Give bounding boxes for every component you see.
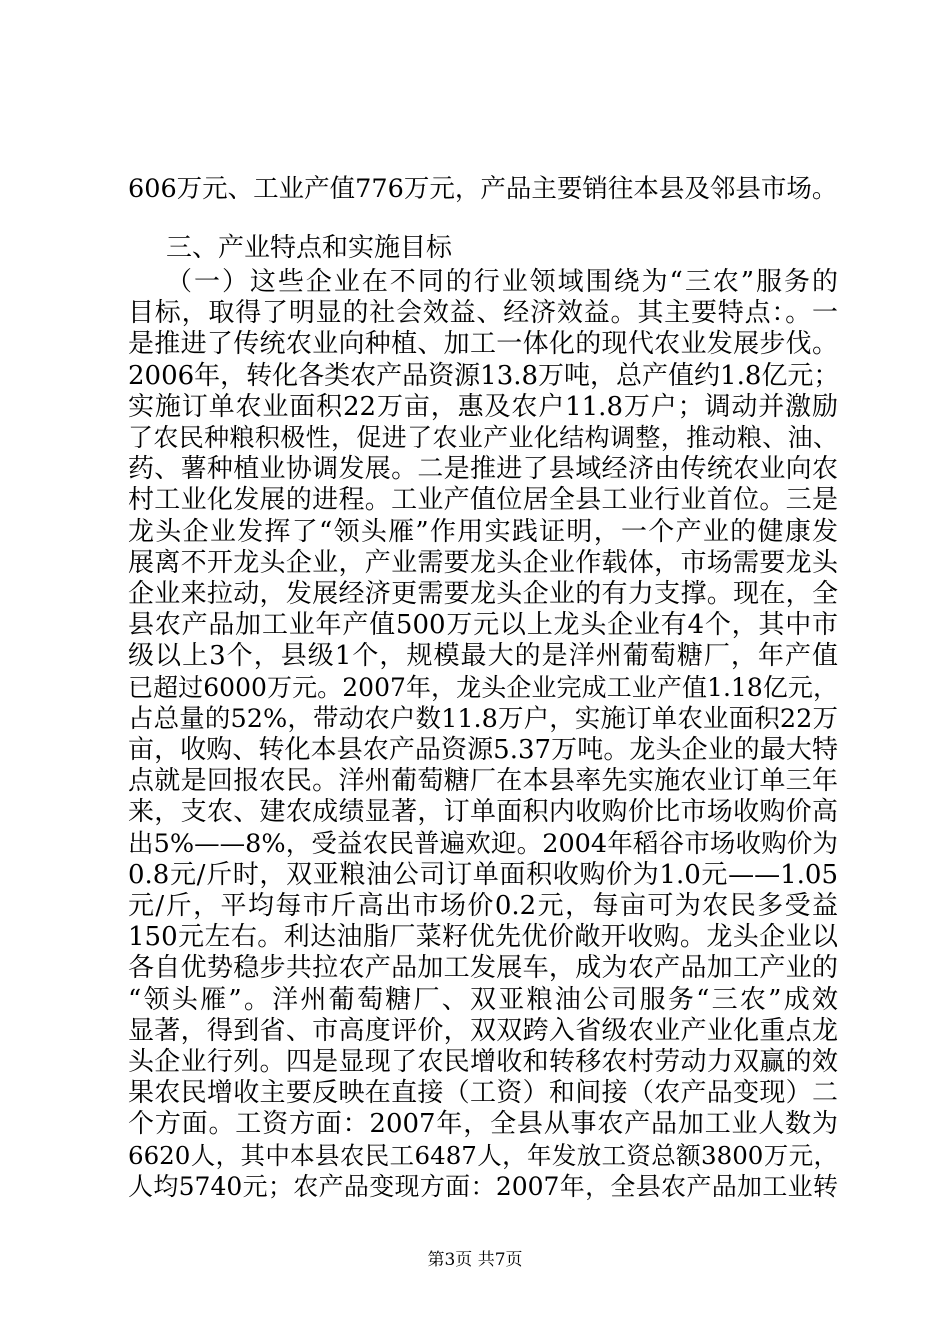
text-line: 人均5740元；农产品变现方面：2007年，全县农产品加工业转 [128,1171,838,1201]
text-line: 药、薯种植业协调发展。二是推进了县域经济由传统农业向农 [128,454,838,485]
page-footer: 第3页 共7页 [427,1250,523,1270]
text-line: 出5%——8%，受益农民普遍欢迎。2004年稻谷市场收购价为 [128,828,838,859]
text-line: 企业来拉动，发展经济更需要龙头企业的有力支撑。现在，全 [128,579,838,609]
text-line: 来，支农、建农成绩显著，订单面积内收购价比市场收购价高 [128,797,838,828]
text-line: 目标，取得了明显的社会效益、经济效益。其主要特点：。一 [128,298,838,329]
text-line: 亩，收购、转化本县农产品资源5.37万吨。龙头企业的最大特 [128,735,838,765]
text-line: 龙头企业发挥了“领头雁”作用实践证明，一个产业的健康发 [128,516,838,547]
text-line: “领头雁”。洋州葡萄糖厂、双亚粮油公司服务“三农”成效 [128,984,838,1015]
text-line: 头企业行列。四是显现了农民增收和转移农村劳动力双赢的效 [128,1047,838,1077]
text-line: 2006年，转化各类农产品资源13.8万吨，总产值约1.8亿元； [128,360,840,391]
text-line: 已超过6000万元。2007年，龙头企业完成工业产值1.18亿元， [128,672,838,702]
text-line: 606万元、工业产值776万元，产品主要销往本县及邻县市场。 [128,174,838,204]
text-line: 果农民增收主要反映在直接（工资）和间接（农产品变现）二 [128,1078,838,1109]
text-line: 显著，得到省、市高度评价，双双跨入省级农业产业化重点龙 [128,1015,838,1046]
text-line: 是推进了传统农业向种植、加工一体化的现代农业发展步伐。 [128,329,838,360]
text-line: 了农民种粮积极性，促进了农业产业化结构调整，推动粮、油、 [128,423,838,452]
text-line: 个方面。工资方面：2007年，全县从事农产品加工业人数为 [128,1109,838,1140]
text-line: 150元左右。利达油脂厂菜籽优先优价敞开收购。龙头企业以 [128,922,838,953]
text-line: 0.8元/斤时，双亚粮油公司订单面积收购价为1.0元——1.05 [128,859,838,890]
section-heading: 三、产业特点和实施目标 [166,233,453,263]
text-line: 级以上3个，县级1个，规模最大的是洋州葡萄糖厂，年产值 [128,641,838,672]
paragraph-first-line: （一）这些企业在不同的行业领域围绕为“三农”服务的 [166,267,838,297]
text-line: 点就是回报农民。洋州葡萄糖厂在本县率先实施农业订单三年 [128,766,838,797]
text-line: 实施订单农业面积22万亩，惠及农户11.8万户；调动并激励 [128,391,838,422]
text-line: 元/斤，平均每市斤高出市场价0.2元，每亩可为农民多受益 [128,891,838,921]
text-line: 村工业化发展的进程。工业产值位居全县工业行业首位。三是 [128,485,838,516]
text-line: 占总量的52%，带动农户数11.8万户，实施订单农业面积22万 [128,703,838,734]
text-line: 各自优势稳步共拉农产品加工发展车，成为农产品加工产业的 [128,953,838,984]
text-line: 展离不开龙头企业，产业需要龙头企业作载体，市场需要龙头 [128,547,838,578]
text-line: 6620人，其中本县农民工6487人，年发放工资总额3800万元， [128,1140,838,1170]
text-line: 县农产品加工业年产值500万元以上龙头企业有4个，其中市 [128,610,838,641]
